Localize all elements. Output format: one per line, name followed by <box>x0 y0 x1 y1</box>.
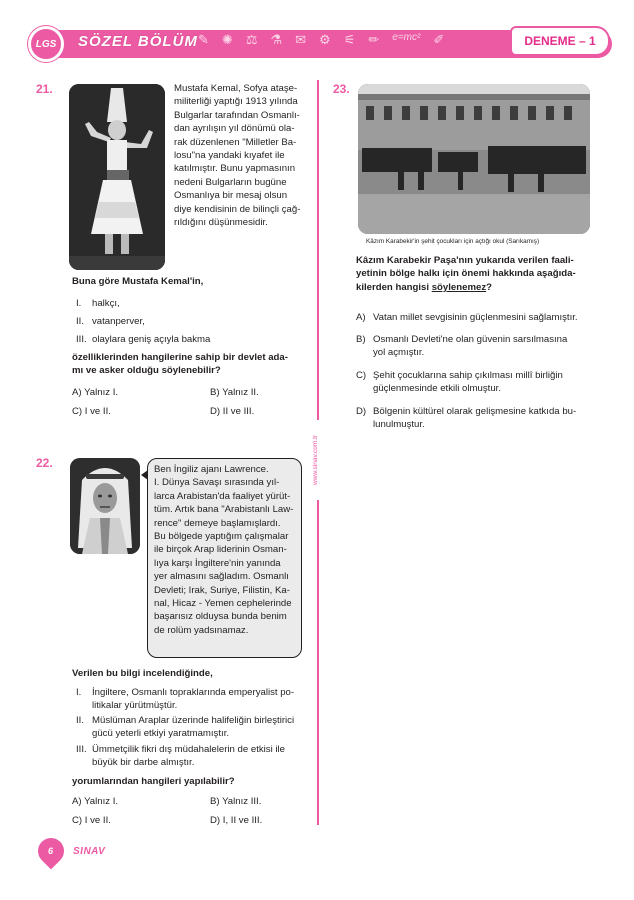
header-doodles <box>198 32 444 48</box>
q23-option-d[interactable] <box>356 405 596 432</box>
roman-numeral: I. <box>76 687 82 698</box>
sun-doodle-icon: ✺ <box>221 32 233 47</box>
q21-item-1 <box>76 297 120 310</box>
q22-option-d[interactable]: D) I, II ve III. <box>210 815 263 826</box>
q21-question-line: özelliklerinden hangilerine sahip bir devlet ada- <box>72 352 288 363</box>
brand-logo: SINAV <box>73 846 106 857</box>
q21-item-3 <box>76 333 210 346</box>
pen-doodle-icon: ✎ <box>198 32 209 47</box>
q21-option-c[interactable]: C) I ve II. <box>72 406 111 417</box>
q21-passage-line: rıldığını düşünmesidir. <box>174 217 268 229</box>
q21-passage-line: dan ayrılışın yıl dönümü ola- <box>174 123 295 135</box>
q21-question-line: mı ve asker olduğu söylenebilir? <box>72 365 221 377</box>
q21-option-a[interactable]: A) Yalnız I. <box>72 387 119 398</box>
roman-numeral: III. <box>76 744 87 755</box>
q22-option-b[interactable]: B) Yalnız III. <box>210 796 262 807</box>
bubble-line: I. Dünya Savaşı sırasında yıl- <box>154 477 280 489</box>
bubble-text <box>154 463 295 637</box>
formula-doodle: e=mc² <box>392 32 421 43</box>
option-text: Vatan millet sevgisinin güçlenmesini sağlamıştır. <box>373 312 578 323</box>
option-text: yol açmıştır. <box>373 347 425 359</box>
option-text: lunulmuştur. <box>373 419 425 431</box>
q22-option-a[interactable]: A) Yalnız I. <box>72 796 119 807</box>
question-number-22: 22. <box>36 456 53 470</box>
q21-option-d[interactable]: D) II ve III. <box>210 406 255 417</box>
q21-passage-line: Osmanlıya bir mesaj olsun <box>174 190 288 202</box>
speech-bubble <box>147 458 302 658</box>
option-text: Bölgenin kültürel olarak gelişmesine katkıda bu- <box>373 406 577 417</box>
page-header <box>28 24 612 64</box>
q21-option-b[interactable]: B) Yalnız II. <box>210 387 259 398</box>
q22-item-3 <box>76 743 306 770</box>
tool-doodle-icon: ⚟ <box>343 32 356 47</box>
q21-passage-line: katılmıştır. Bunu yapmasının <box>174 163 296 175</box>
q21-passage-line: militerliği yaptığı 1913 yılında <box>174 96 298 108</box>
item-text: Müslüman Araplar üzerinde halifeliğin birleştirici <box>92 715 295 726</box>
option-label: C) <box>356 370 367 381</box>
option-label: A) <box>356 312 366 323</box>
q23-stem-suffix: ? <box>486 281 492 293</box>
bubble-line: rence" demeye başlamışlardı. <box>154 517 281 529</box>
lawrence-photo <box>70 458 140 554</box>
roman-numeral: I. <box>76 298 82 309</box>
bubble-line: larca Arabistan'da faaliyet yürüt- <box>154 490 291 502</box>
bubble-line: başarısız olduysa bunda benim <box>154 611 287 623</box>
pencil-doodle-icon: ✏ <box>368 32 380 47</box>
q23-stem-line: Kâzım Karabekir Paşa'nın yukarıda verilen faali- <box>356 255 574 266</box>
bubble-line: nal, Hicaz - Yemen cephelerinde <box>154 598 292 610</box>
q21-stem: Buna göre Mustafa Kemal'in, <box>72 276 204 287</box>
q21-question <box>72 351 288 378</box>
gear-doodle-icon: ⚙ <box>319 32 331 47</box>
q21-item-2 <box>76 315 145 328</box>
photo-caption: Kâzım Karabekir'in şehit çocukları için açtığı okul (Sarıkamış) <box>366 238 540 245</box>
q22-item-1 <box>76 686 306 713</box>
bubble-line: yer almasını sağladım. Osmanlı <box>154 571 289 583</box>
q21-passage-line: Mustafa Kemal, Sofya ataşe- <box>174 83 298 94</box>
school-photo <box>358 84 590 234</box>
pencil2-doodle-icon: ✐ <box>433 32 445 47</box>
page-number: 6 <box>48 846 54 856</box>
q21-passage-line: diye kendisinin de bilinçli çağ- <box>174 203 301 215</box>
question-number-21: 21. <box>36 82 53 96</box>
option-text: Osmanlı Devleti'ne olan güvenin sarsılmasına <box>373 334 568 345</box>
lgs-badge: LGS <box>28 26 64 62</box>
item-text: halkçı, <box>92 298 120 309</box>
q21-passage <box>174 82 302 229</box>
q21-passage-line: rak düzenlenen "Milletler Ba- <box>174 136 297 148</box>
bubble-line: lıya karşı İngiltere'nin yanında <box>154 557 281 569</box>
q23-stem-emphasis: söylenemez <box>431 281 487 293</box>
option-label: B) <box>356 334 366 345</box>
flask-doodle-icon: ⚗ <box>270 32 283 47</box>
q22-item-2 <box>76 714 306 741</box>
mustafa-kemal-photo <box>69 84 165 270</box>
bubble-line: tüm. Artık bana "Arabistanlı Law- <box>154 504 294 516</box>
item-text: büyük bir darbe almıştır. <box>92 757 195 769</box>
bubble-line: ile birçok Arap liderinin Osman- <box>154 544 287 556</box>
q22-stem: Verilen bu bilgi incelendiğinde, <box>72 668 213 679</box>
q23-option-b[interactable] <box>356 333 596 360</box>
q23-stem-line: yetinin bölge halkı için önemi hakkında aşağıda- <box>356 268 576 280</box>
q22-option-c[interactable]: C) I ve II. <box>72 815 111 826</box>
q22-question: yorumlarından hangileri yapılabilir? <box>72 776 235 787</box>
test-name-box: DENEME – 1 <box>510 26 610 56</box>
roman-numeral: II. <box>76 715 84 726</box>
q21-passage-line: nedeni Bulgarların bugüne <box>174 176 287 188</box>
item-text: vatanperver, <box>92 316 145 327</box>
q23-stem-line <box>356 281 596 294</box>
roman-numeral: II. <box>76 316 84 327</box>
q23-option-a[interactable] <box>356 311 596 324</box>
bubble-line: Ben İngiliz ajanı Lawrence. <box>154 464 269 475</box>
item-text: olaylara geniş açıyla bakma <box>92 334 211 345</box>
q21-passage-line: Bulgarlar tarafından Osmanlı- <box>174 109 300 121</box>
item-text: Ümmetçilik fikri dış müdahalelerin de etkisi ile <box>92 744 286 755</box>
question-number-23: 23. <box>333 82 350 96</box>
option-label: D) <box>356 406 367 417</box>
q23-stem-prefix: kilerden hangisi <box>356 281 432 293</box>
item-text: İngiltere, Osmanlı topraklarında emperyalist po- <box>92 687 295 698</box>
option-text: Şehit çocuklarına sahip çıkılması millî birliğin <box>373 370 563 381</box>
bubble-line: Bu bölgede yaptığım çalışmalar <box>154 531 289 543</box>
section-title: SÖZEL BÖLÜM <box>78 33 198 50</box>
envelope-doodle-icon: ✉ <box>295 32 307 47</box>
item-text: gücü yeterli etkiyi yaratmamıştır. <box>92 728 230 740</box>
option-text: güçlenmesinde etkili olmuştur. <box>373 383 501 395</box>
q23-stem <box>356 254 596 294</box>
bubble-line: Devleti; Irak, Suriye, Filistin, Ka- <box>154 584 290 596</box>
roman-numeral: III. <box>76 334 87 345</box>
side-url: www.sinav.com.tr <box>312 420 324 500</box>
scale-doodle-icon: ⚖ <box>245 32 258 47</box>
q21-passage-line: losu"na yandaki kıyafet ile <box>174 150 285 162</box>
item-text: litikalar yürütmüştür. <box>92 700 178 712</box>
q23-option-c[interactable] <box>356 369 596 396</box>
bubble-line: de rolüm yadsınamaz. <box>154 624 249 636</box>
